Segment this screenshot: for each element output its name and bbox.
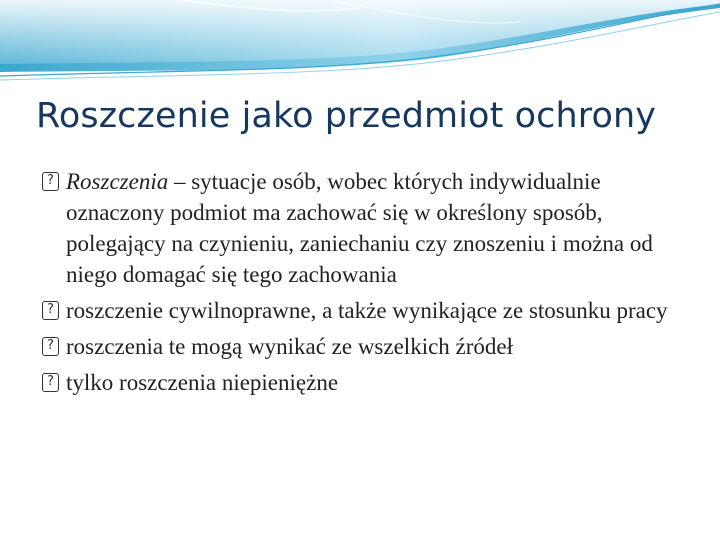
bullet-text: tylko roszczenia niepieniężne bbox=[66, 370, 339, 395]
bullet-item bbox=[40, 367, 690, 398]
header-wave-decoration bbox=[0, 0, 720, 90]
missing-glyph-icon: ? bbox=[42, 373, 59, 392]
bullet-text: – sytuacje osób, wobec których indywidualnie oznaczony podmiot ma zachować się w określony sposób, polegający na czynieniu, zaniechaniu czy znoszeniu i można od niego domagać się tego zachowania bbox=[66, 169, 653, 287]
bullet-list bbox=[40, 166, 690, 403]
bullet-item bbox=[40, 331, 690, 362]
emphasis-term: Roszczenia bbox=[66, 169, 169, 194]
missing-glyph-icon: ? bbox=[42, 337, 59, 356]
bullet-item bbox=[40, 166, 690, 290]
slide-title: Roszczenie jako przedmiot ochrony bbox=[36, 96, 657, 136]
bullet-item bbox=[40, 295, 690, 326]
bullet-text: roszczenia te mogą wynikać ze wszelkich źródeł bbox=[66, 334, 514, 359]
missing-glyph-icon: ? bbox=[42, 172, 59, 191]
missing-glyph-icon: ? bbox=[42, 301, 59, 320]
bullet-text: roszczenie cywilnoprawne, a także wynikające ze stosunku pracy bbox=[66, 298, 668, 323]
